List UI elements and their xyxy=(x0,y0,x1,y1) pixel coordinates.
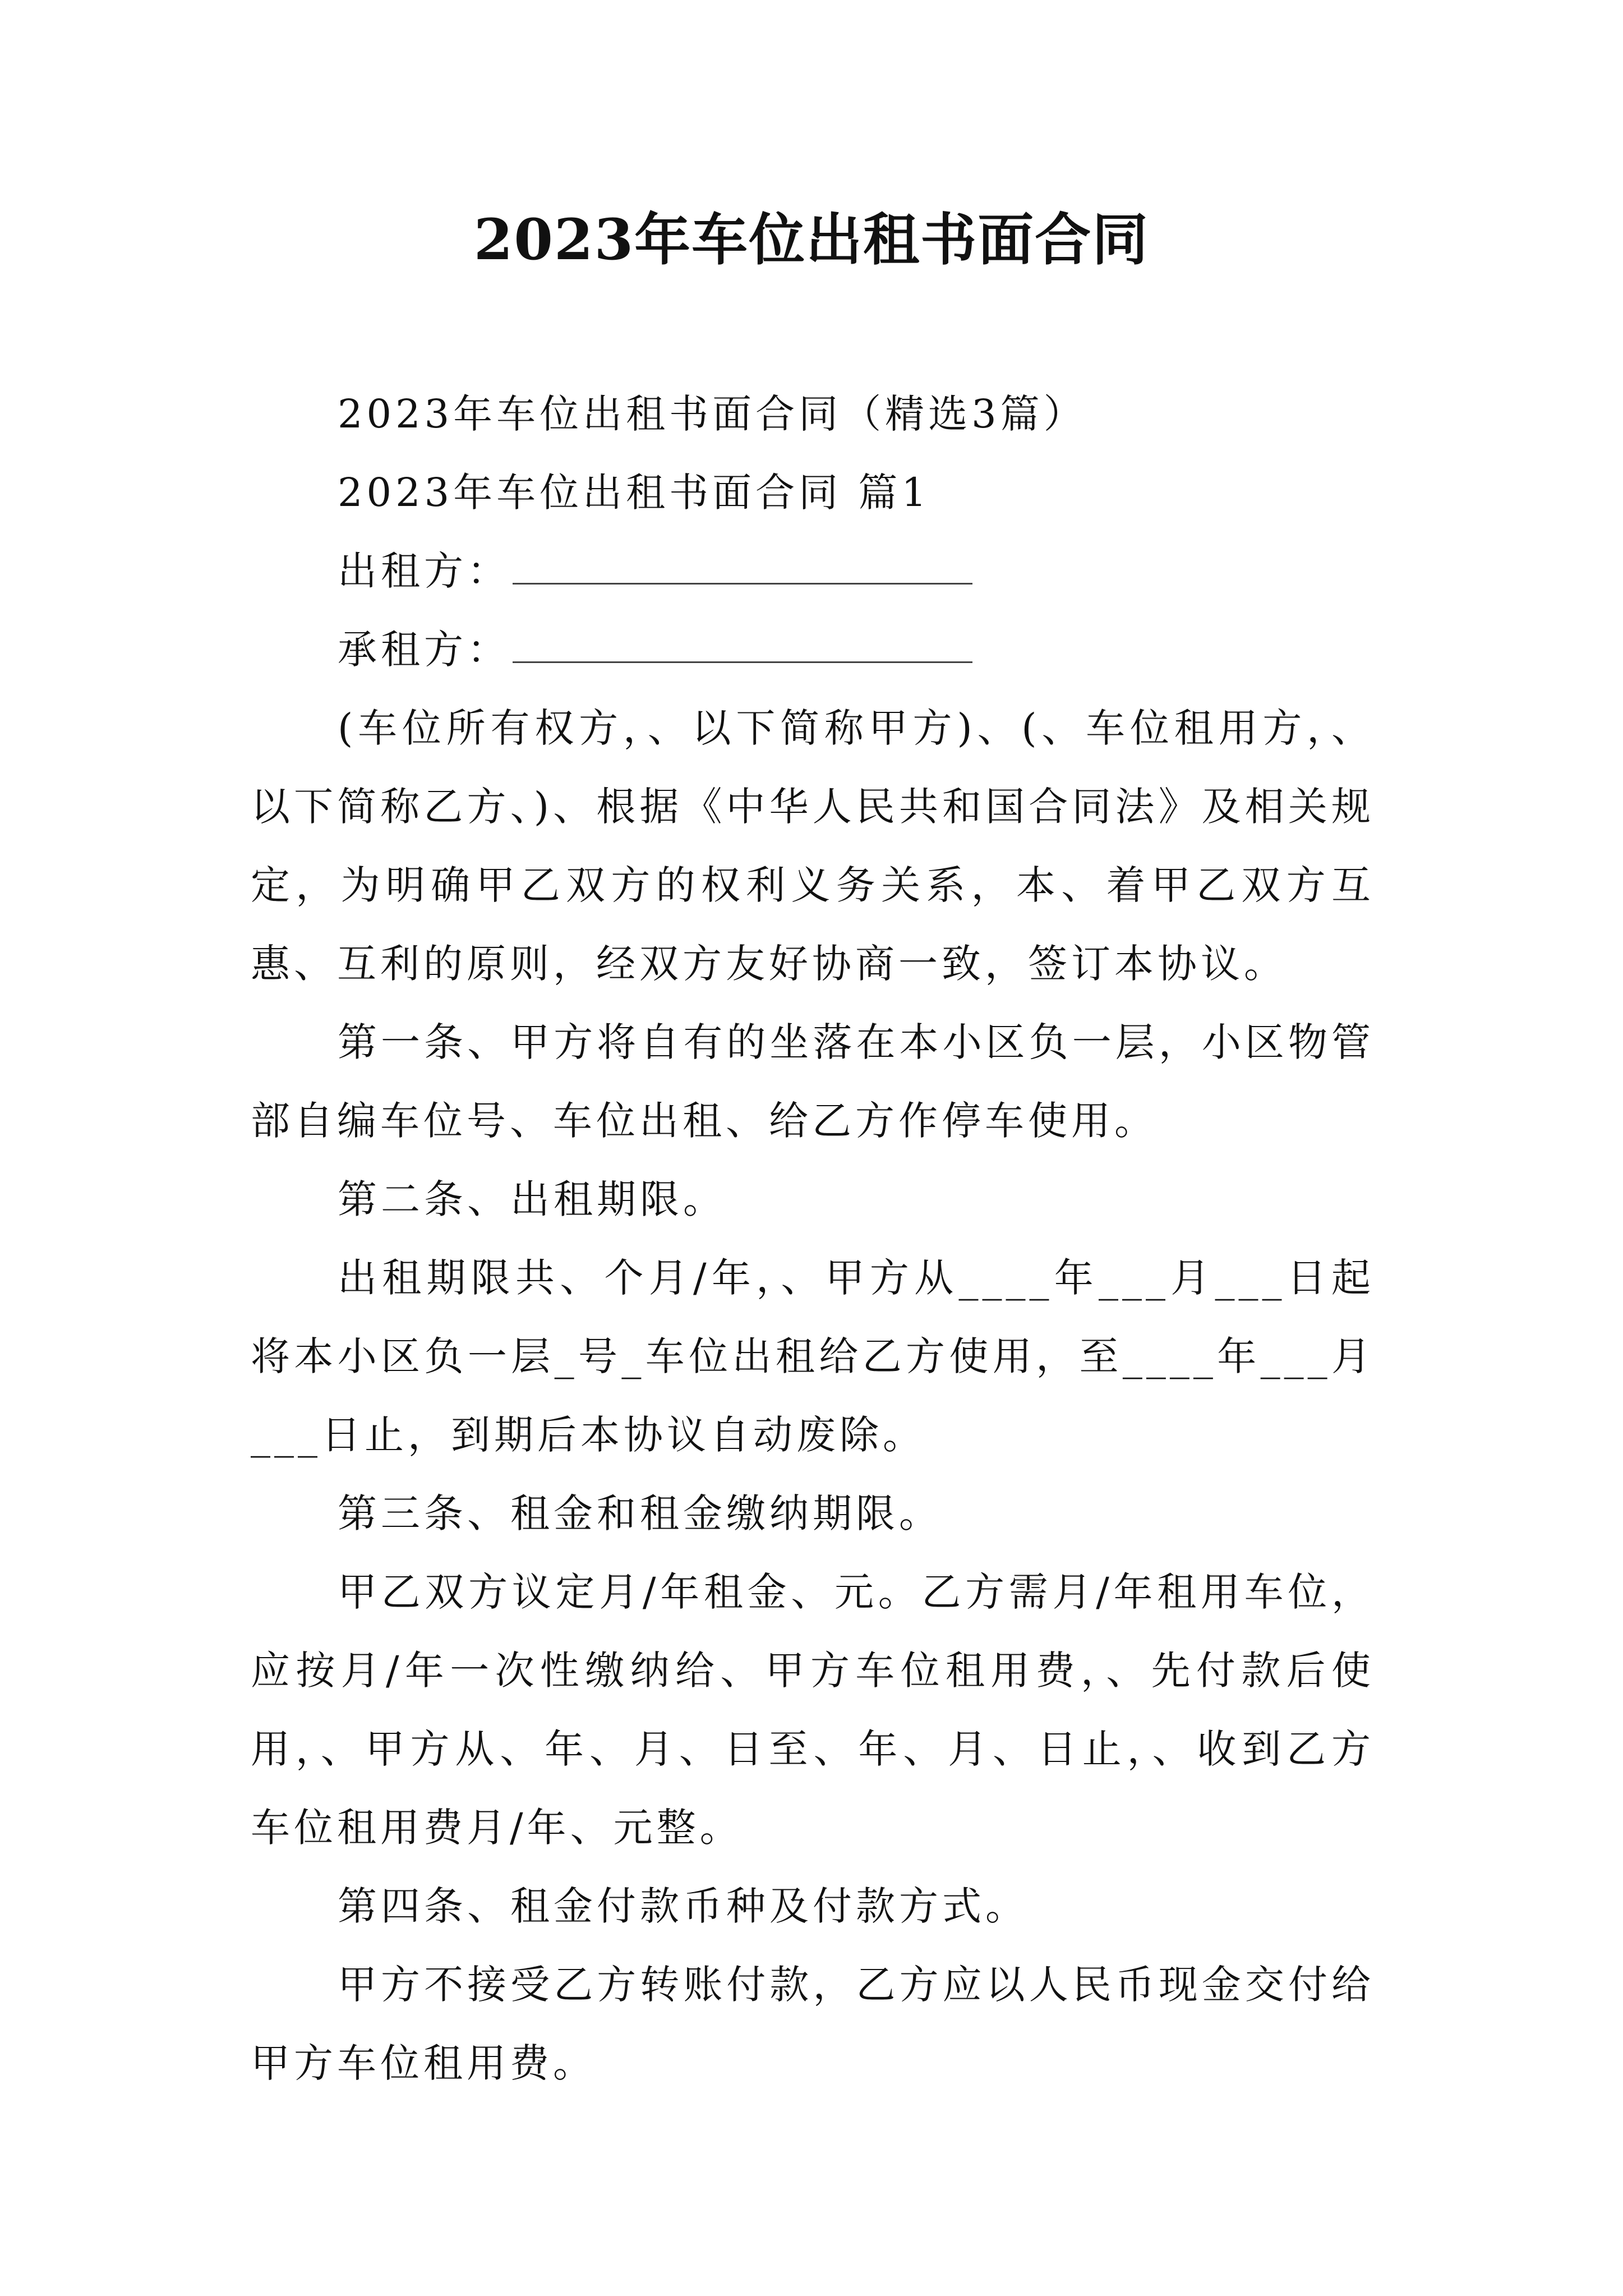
article-2-title: 第二条、出租期限。 xyxy=(338,1176,726,1222)
lessor-line xyxy=(251,532,1375,610)
document-body xyxy=(251,375,1375,2102)
lessee-label: 承租方： xyxy=(338,627,510,673)
article-3-body: 甲乙双方议定月/年租金、元。乙方需月/年租用车位，应按月/年一次性缴纳给、甲方车位租用费，、先付款后使用，、甲方从、年、月、日至、年、月、日止，、收到乙方车位租用费月/年、元整。 xyxy=(251,1569,1375,1851)
article-1: 第一条、甲方将自有的坐落在本小区负一层，小区物管部自编车位号、车位出租、给乙方作停车使用。 xyxy=(251,1019,1375,1144)
article-4-body: 甲方不接受乙方转账付款，乙方应以人民币现金交付给甲方车位租用费。 xyxy=(251,1962,1375,2086)
lessee-line xyxy=(251,610,1375,689)
document-title: 2023年车位出租书面合同 xyxy=(473,206,1150,273)
lessee-blank xyxy=(513,620,972,663)
part-heading: 2023年车位出租书面合同 篇1 xyxy=(338,470,930,516)
lessor-label: 出租方： xyxy=(338,548,510,594)
subtitle-line: 2023年车位出租书面合同（精选3篇） xyxy=(338,391,1087,437)
lessor-blank xyxy=(513,541,972,585)
article-3-title: 第三条、租金和租金缴纳期限。 xyxy=(338,1490,942,1536)
article-4-title: 第四条、租金付款币种及付款方式。 xyxy=(338,1883,1029,1929)
article-2-body: 出租期限共、个月/年，、甲方从____年___月___日起将本小区负一层_号_车位出租给乙方使用，至____年___月___日止，到期后本协议自动废除。 xyxy=(251,1255,1375,1458)
intro-paragraph: (车位所有权方，、以下简称甲方)、(、车位租用方，、以下简称乙方、)、根据《中华人民共和国合同法》及相关规定，为明确甲乙双方的权利义务关系，本、着甲乙双方互惠、互利的原则，经双方友好协商一致，签订本协议。 xyxy=(251,705,1375,987)
